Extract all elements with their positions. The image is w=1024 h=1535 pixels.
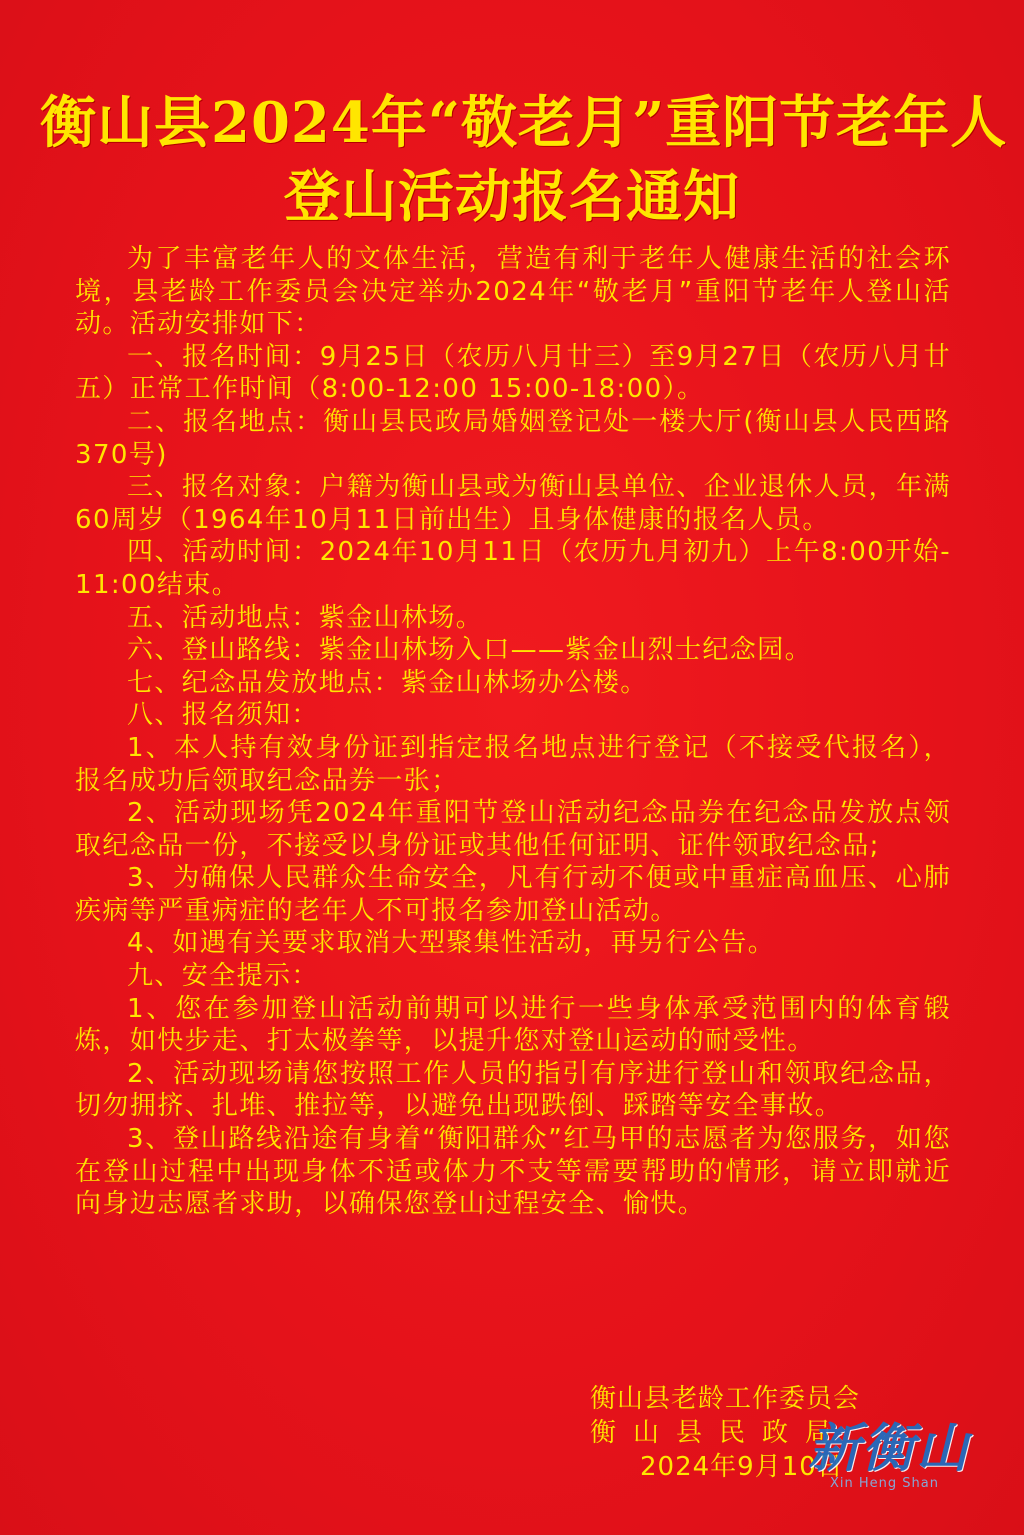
paragraph-event-time: 四、活动时间：2024年10月11日（农历九月初九）上午8:00开始-11:00结束。 (75, 537, 951, 600)
paragraph-event-place: 五、活动地点：紫金山林场。 (127, 602, 484, 633)
paragraph-eligibility: 三、报名对象：户籍为衡山县或为衡山县单位、企业退休人员，年满60周岁（1964年10月11日前出生）且身体健康的报名人员。 (75, 472, 951, 535)
paragraph-safety-2: 2、活动现场请您按照工作人员的指引有序进行登山和领取纪念品，切勿拥挤、扎堆、推拉等，以避免出现跌倒、踩踏等安全事故。 (75, 1058, 951, 1122)
watermark-logo (808, 1418, 1008, 1508)
paragraph-registration-place: 二、报名地点：衡山县民政局婚姻登记处一楼大厅(衡山县人民西路370号) (75, 406, 951, 470)
signature-org-civil-affairs: 衡山县民政局 (590, 1418, 849, 1448)
paragraph-safety-3: 3、登山路线沿途有身着“衡阳群众”红马甲的志愿者为您服务，如您在登山过程中出现身体不适或体力不支等需要帮助的情形，请立即就近向身边志愿者求助，以确保您登山过程安全、愉快。 (75, 1124, 951, 1220)
signature-org-committee: 衡山县老龄工作委员会 (590, 1384, 861, 1414)
signature-date: 2024年9月10日 (640, 1452, 844, 1482)
paragraph-registration-time: 一、报名时间：9月25日（农历八月廿三）至9月27日（农历八月廿五）正常工作时间（8:00-12:00 15:00-18:00）。 (75, 341, 951, 405)
paragraph-safety-heading: 九、安全提示： (127, 961, 319, 992)
paragraph-route: 六、登山路线：紫金山林场入口——紫金山烈士纪念园。 (127, 635, 813, 666)
paragraph-souvenir-place: 七、纪念品发放地点：紫金山林场办公楼。 (127, 667, 648, 698)
paragraph-note-4: 4、如遇有关要求取消大型聚集性活动，再另行公告。 (127, 928, 776, 959)
paragraph-intro: 为了丰富老年人的文体生活，营造有利于老年人健康生活的社会环境，县老龄工作委员会决定举办2024年“敬老月”重阳节老年人登山活动。活动安排如下： (75, 244, 951, 340)
paragraph-note-2: 2、活动现场凭2024年重阳节登山活动纪念品券在纪念品发放点领取纪念品一份，不接受以身份证或其他任何证明、证件领取纪念品; (75, 798, 951, 861)
notice-body (75, 243, 951, 1221)
watermark-logo-text: 新衡山 (808, 1418, 971, 1479)
watermark-logo-subtitle: Xin Heng Shan (830, 1476, 939, 1491)
notice-title-line-2: 登山活动报名通知 (284, 164, 740, 230)
paragraph-note-3: 3、为确保人民群众生命安全，凡有行动不便或中重症高血压、心肺疾病等严重病症的老年人不可报名参加登山活动。 (75, 863, 951, 926)
paragraph-registration-notes-heading: 八、报名须知： (127, 700, 319, 731)
paragraph-safety-1: 1、您在参加登山活动前期可以进行一些身体承受范围内的体育锻炼，如快步走、打太极拳等，以提升您对登山运动的耐受性。 (75, 993, 951, 1057)
paragraph-note-1: 1、本人持有效身份证到指定报名地点进行登记（不接受代报名），报名成功后领取纪念品券一张； (75, 732, 951, 796)
notice-title-line-1: 衡山县2024年“敬老月”重阳节老年人 (40, 90, 1008, 156)
